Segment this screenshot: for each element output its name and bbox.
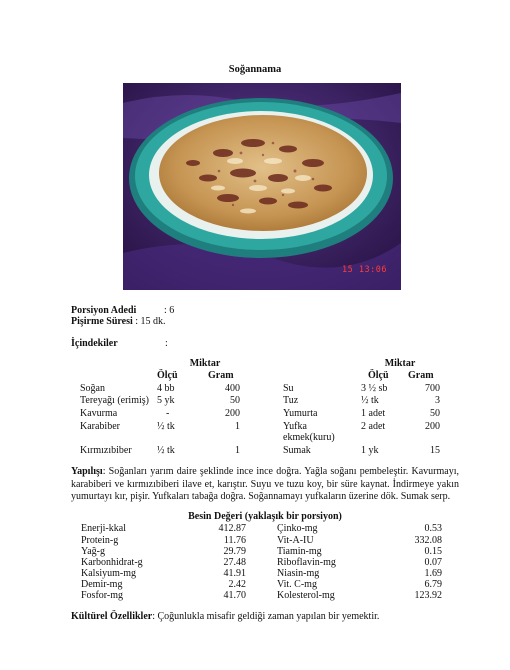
ingredient-left-name: Kavurma [80,408,118,419]
cultural-notes [71,611,379,622]
ingredient-right-measure: 1 adet [361,408,386,419]
nutrition-left-name: Fosfor-mg [81,590,124,601]
nutrition-left-value: 41.91 [223,568,246,579]
cultural-label: Kültürel Özellikler [71,611,153,622]
nutrition-title: Besin Değeri (yaklaşık bir porsiyon) [188,511,342,522]
nutrition-right-name: Çinko-mg [277,523,318,534]
nutrition-right-name: Vit-A-IU [277,535,314,546]
nutrition-right-value: 0.15 [424,546,442,557]
ingredient-left-gram: 1 [235,421,240,432]
nutrition-left-name: Protein-g [81,535,119,546]
nutrition-left-value: 11.76 [223,535,246,546]
ingredient-right-gram: 15 [430,445,440,456]
ingredient-right-measure: 3 ½ sb [361,383,388,394]
portion-label: Porsiyon Adedi [71,305,137,316]
ingredient-left-gram: 200 [225,408,240,419]
ingredient-right-gram: 50 [430,408,440,419]
nutrition-left-value: 29.79 [223,546,246,557]
nutrition-right-value: 1.69 [424,568,442,579]
nutrition-left-name: Enerji-kkal [81,523,126,534]
ingredient-left-name: Kırmızıbiber [80,445,132,456]
portion-count [71,305,175,316]
page-title: Soğannama [228,64,282,75]
portion-value: : 6 [164,305,175,316]
ingredient-right-gram: 700 [425,383,440,394]
nutrition-right-value: 332.08 [414,535,442,546]
cook-time [71,316,166,327]
nutrition-right-name: Kolesterol-mg [277,590,335,601]
nutrition-left-name: Yağ-g [81,546,105,557]
ingredient-right-measure: 1 yk [361,445,379,456]
ingredient-right-gram: 200 [425,421,440,432]
ingredient-right-name: Yumurta [283,408,318,419]
nutrition-right-value: 6.79 [424,579,442,590]
ingredients-heading-colon: : [165,338,168,349]
ingredient-right-name: Su [283,383,294,394]
cultural-text: : Çoğunlukla misafir geldiği zaman yapılan bir yemektir. [152,611,380,622]
nutrition-right-value: 0.53 [424,523,442,534]
ingredient-left-name: Tereyağı (erimiş) [80,395,149,406]
nutrition-right-name: Tiamin-mg [277,546,322,557]
ingredients-left-measure-header: Ölçü [157,370,178,381]
ingredient-left-name: Karabiber [80,421,120,432]
ingredient-left-measure: - [166,408,170,419]
ingredients-heading [71,338,118,349]
preparation-text: : Soğanları yarım daire şeklinde ince ince doğra. Yağla soğanı pembeleştir. Kavurmayı, karabiberi ve kırmızıbiberi ilave et, karıştır. Suyu ve tuzu koy, bir süre kaynat. İndirmeye yakın yumurtayı kır, pişir. Yufkaları tabağa doğra. Soğannamayı yufkaların üzerine dök. Sumak serp. [71,466,459,503]
ingredient-right-name: Sumak [283,445,311,456]
ingredient-left-measure: ½ tk [157,421,175,432]
ingredient-right-measure: 2 adet [361,421,386,432]
ingredient-left-gram: 50 [230,395,240,406]
nutrition-left-name: Kalsiyum-mg [81,568,136,579]
ingredients-right-group-header: Miktar [384,358,416,369]
ingredient-left-measure: 4 bb [157,383,175,394]
nutrition-right-name: Vit. C-mg [277,579,317,590]
ingredient-right-measure: ½ tk [361,395,379,406]
ingredients-left-gram-header: Gram [208,370,234,381]
dish-illustration [123,83,401,290]
ingredient-left-gram: 1 [235,445,240,456]
ingredient-left-name: Soğan [80,383,105,394]
ingredient-right-name: Yufka [283,421,307,432]
nutrition-right-value: 123.92 [414,590,442,601]
ingredient-right-gram: 3 [435,395,440,406]
ingredient-left-measure: ½ tk [157,445,175,456]
preparation-paragraph [71,466,459,504]
photo-timestamp: 15 13:06 [342,265,387,275]
preparation-label: Yapılışı [71,466,103,477]
nutrition-right-value: 0.07 [424,557,442,568]
cook-time-label: Pişirme Süresi [71,316,133,327]
ingredients-right-measure-header: Ölçü [368,370,389,381]
nutrition-right-name: Niasin-mg [277,568,320,579]
ingredients-left-group-header: Miktar [189,358,221,369]
dish-photo [123,83,401,290]
nutrition-left-value: 27.48 [223,557,246,568]
ingredient-left-measure: 5 yk [157,395,175,406]
nutrition-left-value: 412.87 [218,523,246,534]
ingredient-right-name: Tuz [283,395,299,406]
ingredients-right-gram-header: Gram [408,370,434,381]
nutrition-left-name: Demir-mg [81,579,123,590]
ingredient-right-name-line2: ekmek(kuru) [283,432,335,443]
ingredient-left-gram: 400 [225,383,240,394]
ingredients-heading-label: İçindekiler [71,338,118,349]
nutrition-left-name: Karbonhidrat-g [81,557,143,568]
nutrition-right-name: Riboflavin-mg [277,557,336,568]
nutrition-left-value: 2.42 [228,579,246,590]
nutrition-left-value: 41.70 [223,590,246,601]
cook-time-value: : 15 dk. [135,316,166,327]
